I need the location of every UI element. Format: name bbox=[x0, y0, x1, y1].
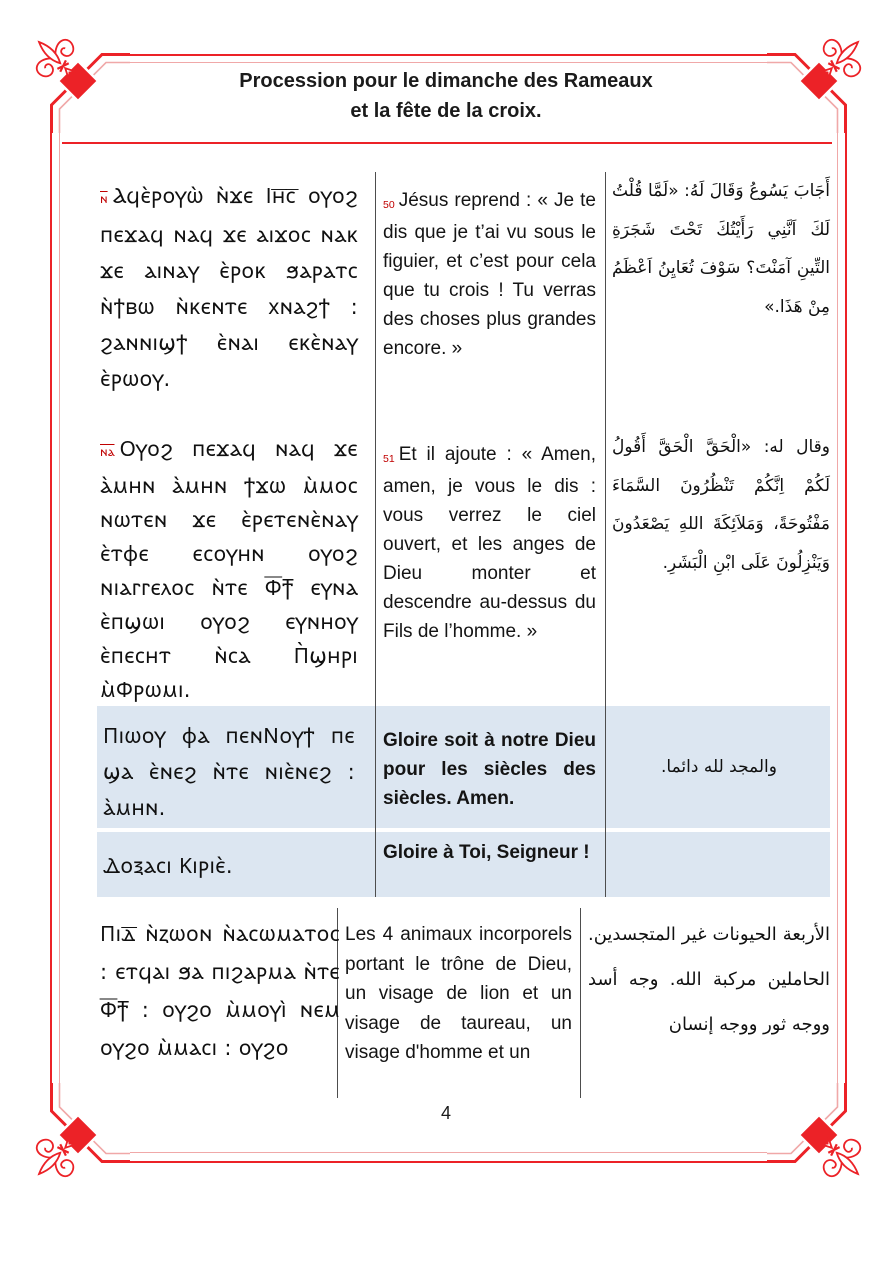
divider-french-arabic-lower bbox=[580, 908, 581, 1098]
fleur-de-lis-corner-top-right-icon bbox=[767, 33, 867, 133]
coptic-verse-51 bbox=[100, 432, 358, 707]
fleur-de-lis-corner-bottom-left-icon bbox=[30, 1083, 130, 1183]
fleur-de-lis-corner-top-left-icon bbox=[30, 33, 130, 133]
french-verse-50-number: 50 bbox=[383, 199, 395, 211]
coptic-doxology-2: Ⲇⲟⲝⲁⲥⲓ Ⲕⲓⲣⲓⲉ̀. bbox=[103, 854, 233, 878]
french-four-creatures: Les 4 animaux incorporels portant le trône de Dieu, un visage de lion et un visage de taureau, un visage d'homme et un bbox=[345, 924, 572, 1063]
french-verse-50-text: Jésus reprend : « Je te dis que je t’ai vu sous le figuier, et c’est pour cela que tu crois ! Tu verras des choses plus grandes encore. » bbox=[383, 190, 596, 359]
french-verse-51-number: 51 bbox=[383, 453, 395, 465]
coptic-verse-50-text: Ⲁϥⲉ̀ⲣⲟⲩⲱ̀ ⲛ̀ϫⲉ Ⲓⲏ̅ⲥ̅ ⲟⲩⲟϩ ⲡⲉϫⲁϥ ⲛⲁϥ ϫⲉ ⲁⲓϫⲟⲥ ⲛⲁⲕ ϫⲉ ⲁⲓⲛⲁⲩ ⲉ̀ⲣⲟⲕ ϧⲁⲣⲁⲧⲥ ⲛ̀ϯⲃⲱ ⲛ̀ⲕⲉⲛⲧⲉ ⲭⲛⲁϩϯ : ϩⲁⲛⲛⲓϣϯ ⲉ̀ⲛⲁⲓ ⲉⲕⲉ̀ⲛⲁⲩ ⲉ̀ⲣⲱⲟⲩ. bbox=[100, 184, 358, 391]
french-verse-50 bbox=[383, 186, 596, 363]
coptic-verse-51-text: Ⲟⲩⲟϩ ⲡⲉϫⲁϥ ⲛⲁϥ ϫⲉ ⲁ̀ⲙⲏⲛ ⲁ̀ⲙⲏⲛ ϯϫⲱ ⲙ̀ⲙⲟⲥ ⲛⲱⲧⲉⲛ ϫⲉ ⲉ̀ⲣⲉⲧⲉⲛⲉ̀ⲛⲁⲩ ⲉ̀ⲧⲫⲉ ⲉⲥⲟⲩⲏⲛ ⲟⲩⲟϩ ⲛⲓⲁⲅⲅⲉⲗⲟⲥ ⲛ̀ⲧⲉ Ⲫ̅ϯ̅ ⲉⲩⲛⲁ ⲉ̀ⲡϣⲱⲓ ⲟⲩⲟϩ ⲉⲩⲛⲏⲟⲩ ⲉ̀ⲡⲉⲥⲏⲧ ⲛ̀ⲥⲁ Ⲡ̀ϣⲏⲣⲓ ⲙ̀Ⲫⲣⲱⲙⲓ. bbox=[100, 437, 358, 702]
page-number: 4 bbox=[440, 1103, 451, 1123]
coptic-verse-50-number: ⲛ bbox=[100, 192, 108, 206]
french-verse-51 bbox=[383, 440, 596, 646]
coptic-verse-50 bbox=[100, 178, 358, 397]
coptic-verse-51-number: ⲛⲁ bbox=[100, 445, 115, 459]
title-divider-rule bbox=[62, 142, 832, 144]
divider-coptic-french-upper bbox=[375, 172, 376, 897]
coptic-doxology-1: Ⲡⲓⲱⲟⲩ ⲫⲁ ⲡⲉⲛⲚⲟⲩϯ ⲡⲉ ϣⲁ ⲉ̀ⲛⲉϩ ⲛ̀ⲧⲉ ⲛⲓⲉ̀ⲛⲉϩ : ⲁ̀ⲙⲏⲛ. bbox=[103, 724, 355, 820]
page-title-line-2: et la fête de la croix. bbox=[350, 100, 542, 122]
fleur-de-lis-corner-bottom-right-icon bbox=[767, 1083, 867, 1183]
arabic-four-creatures: الأربعة الحيونات غير المتجسدين. الحاملين مركبة الله. وجه أسد ووجه ثور ووجه إنسان bbox=[588, 924, 830, 1035]
french-doxology-2: Gloire à Toi, Seigneur ! bbox=[383, 842, 590, 863]
coptic-four-creatures: Ⲡⲓⲇ̅ ⲛ̀ⲍⲱⲟⲛ ⲛ̀ⲁⲥⲱⲙⲁⲧⲟⲥ : ⲉⲧϥⲁⲓ ϧⲁ ⲡⲓϩⲁⲣⲙⲁ ⲛ̀ⲧⲉ Ⲫ̅ϯ̅ : ⲟⲩϩⲟ ⲙ̀ⲙⲟⲩⲓ̀ ⲛⲉⲙ ⲟⲩϩⲟ ⲙ̀ⲙⲁⲥⲓ : ⲟⲩϩⲟ bbox=[100, 922, 340, 1060]
french-verse-51-text: Et il ajoute : « Amen, amen, je vous le dis : vous verrez le ciel ouvert, et les anges de Dieu monter et descendre au-dessus du Fils de l’homme. » bbox=[383, 444, 596, 642]
arabic-verse-50: أَجَابَ يَسُوعُ وَقَالَ لَهُ: «لَمَّا قُلْتُ لَكَ اَنَّنِي رَأَيْتُكَ تَحْتَ شَجَرَةِ التِّينِ آمَنْتَ؟ سَوْفَ تُعَايِنُ اَعْظَمُ مِنْ هَذَا.» bbox=[612, 181, 830, 317]
french-doxology-1: Gloire soit à notre Dieu pour les siècles des siècles. Amen. bbox=[383, 730, 596, 809]
page-title-line-1: Procession pour le dimanche des Rameaux bbox=[239, 70, 653, 92]
divider-french-arabic-upper bbox=[605, 172, 606, 897]
arabic-verse-51: وقال له: «الْحَقَّ الْحَقَّ أَقُولُ لَكُمْ اِنَّكُمْ تَنْظُرُونَ السَّمَاءَ مَفْتُوحَةً، وَمَلاَئِكَةَ اللهِ يَصْعَدُونَ وَيَنْزِلُونَ عَلَى ابْنِ الْبَشَرِ. bbox=[612, 437, 830, 573]
page-title bbox=[160, 66, 732, 126]
arabic-doxology-1: والمجد لله دائما. bbox=[660, 757, 777, 777]
